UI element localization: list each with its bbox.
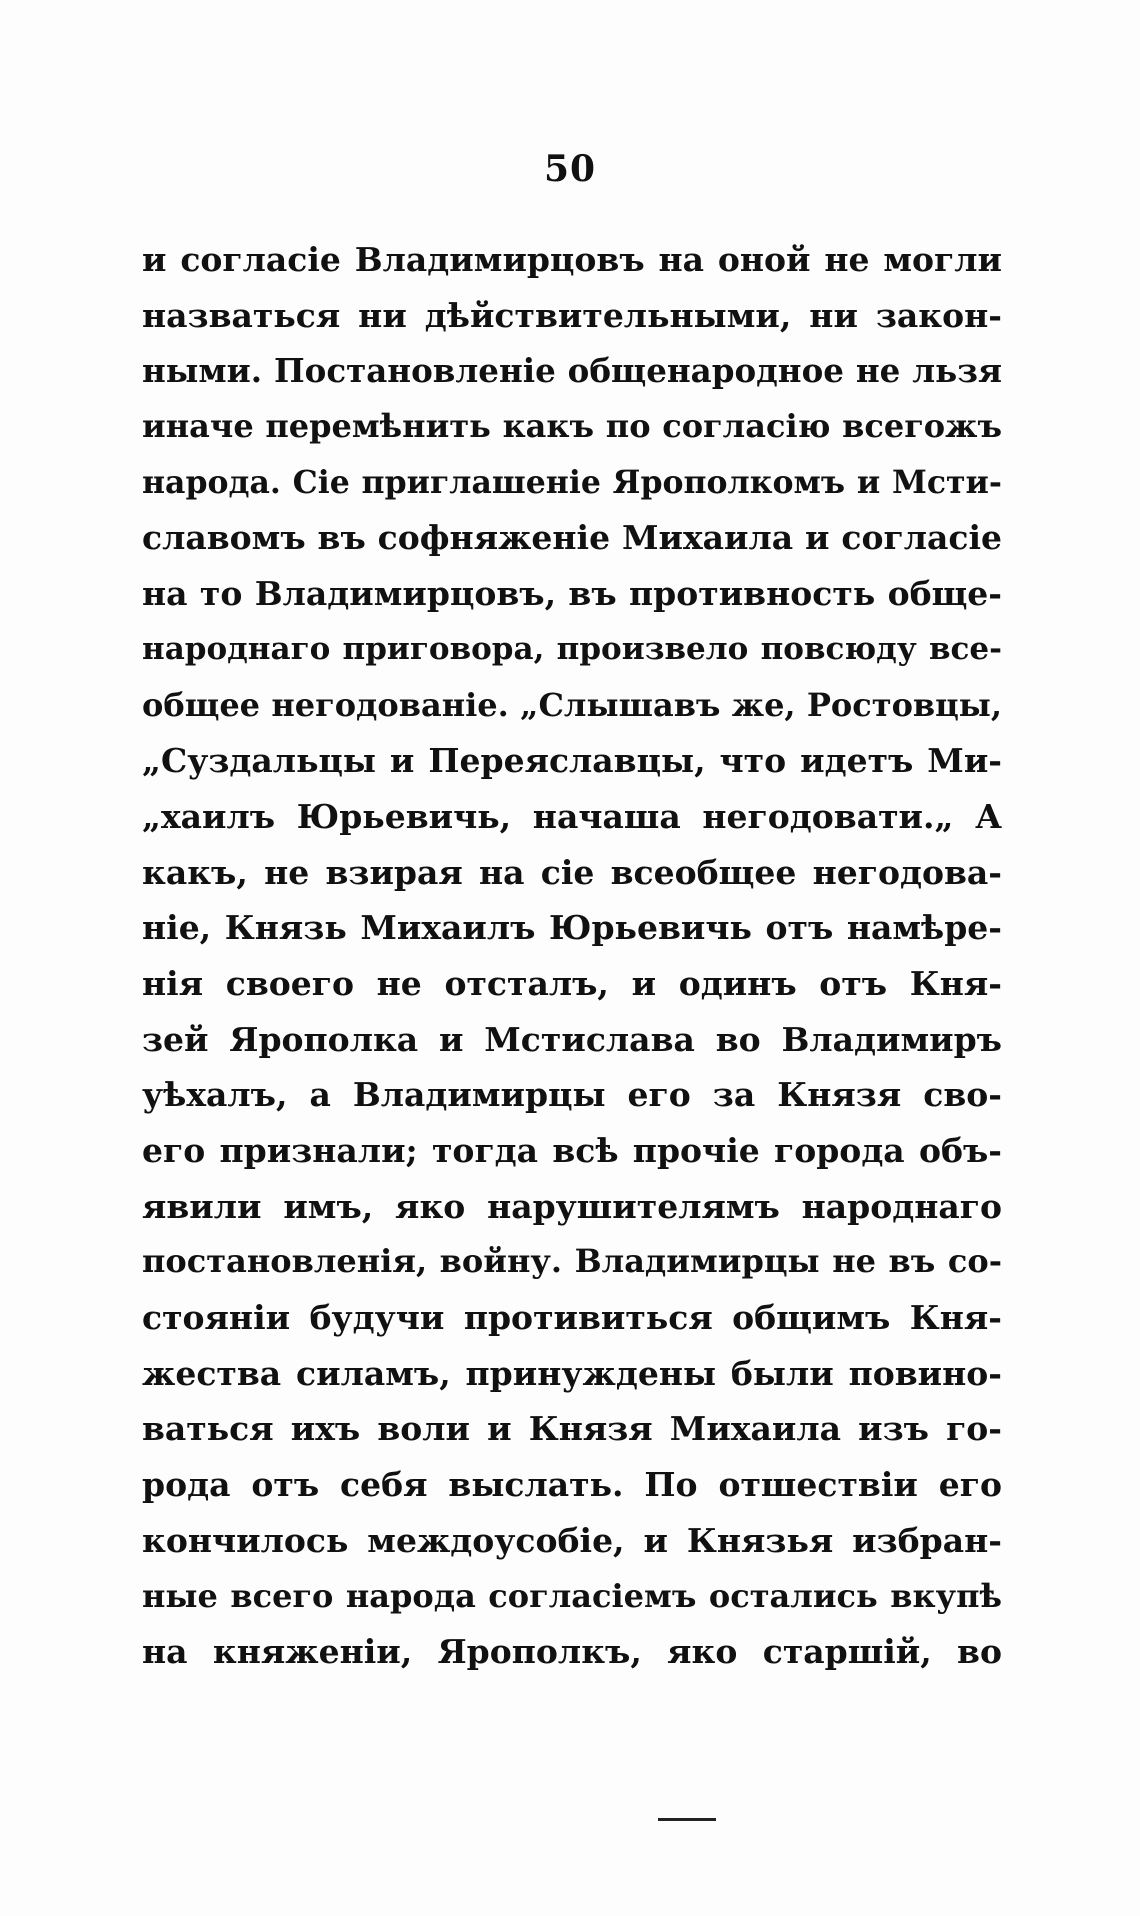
text-line: народнаго приговора, произвело повсюду все- [142,630,1002,667]
text-line: на то Владимирцовъ, въ противность обще- [142,574,1002,614]
text-line: жества силамъ, принуждены были повино- [142,1353,1002,1393]
text-line: „хаилъ Юрьевичь, начаша негодовати.„ А [142,796,1002,836]
text-line: уѣхалъ, а Владимирцы его за Князя сво- [142,1075,1002,1115]
text-line: ніе, Князь Михаилъ Юрьевичь отъ намѣре- [142,908,1002,948]
text-line: зей Ярополка и Мстислава во Владимиръ [142,1019,1002,1059]
footer-rule [658,1818,716,1821]
text-line: явили имъ, яко нарушителямъ народнаго [142,1186,1002,1226]
body-text [142,232,1002,1680]
text-line: его признали; тогда всѣ прочіе города объ- [142,1131,1002,1170]
text-line: ными. Постановленіе общенародное не льзя [142,351,1002,391]
text-line: славомъ въ софняженіе Михаила и согласіе [142,518,1002,558]
text-line: „Суздальцы и Переяславцы, что идетъ Ми- [142,741,1002,781]
text-line: ные всего народа согласіемъ остались вкупѣ [142,1576,1002,1615]
text-line: нія своего не отсталъ, и одинъ отъ Кня- [142,963,1002,1003]
text-line: и согласіе Владимирцовъ на оной не могли [142,240,1002,279]
text-line: иначе перемѣнить какъ по согласію всегожъ [142,407,1002,446]
text-line: назваться ни дѣйствительными, ни закон- [142,295,1002,335]
text-line: на княженіи, Ярополкъ, яко старшій, во [142,1632,1002,1672]
text-line: стояніи будучи противиться общимъ Кня- [142,1298,1002,1338]
text-line: кончилось междоусобіе, и Князья избран- [142,1520,1002,1560]
text-line: ваться ихъ воли и Князя Михаила изъ го- [142,1409,1002,1449]
text-line: постановленія, войну. Владимирцы не въ со- [142,1242,1002,1281]
text-line: какъ, не взирая на сіе всеобщее негодова- [142,852,1002,892]
text-line: народа. Сіе приглашеніе Ярополкомъ и Мсти- [142,463,1002,501]
text-line: рода отъ себя выслать. По отшествіи его [142,1465,1002,1505]
page-number: 50 [543,148,597,190]
text-line: общее негодованіе. „Слышавъ же, Ростовцы, [142,685,1002,724]
